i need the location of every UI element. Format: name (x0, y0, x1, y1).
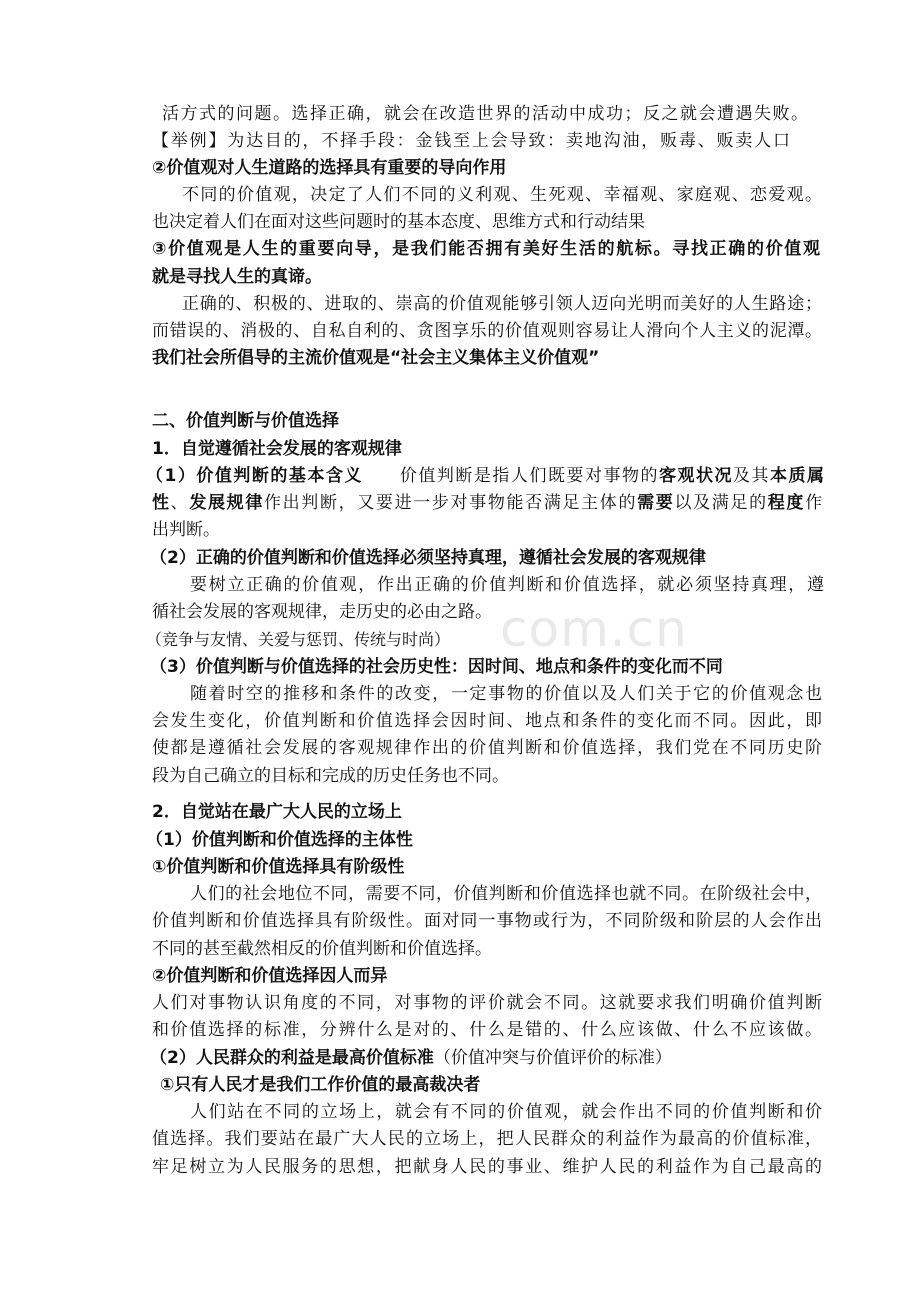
item-heading: （3）价值判断与价值选择的社会历史性：因时间、地点和条件的变化而不同 (150, 657, 723, 677)
subsection-heading: 2．自觉站在最广大人民的立场上 (152, 802, 402, 822)
definition-text: 作 (805, 493, 822, 513)
item-heading-line (150, 1045, 822, 1072)
paragraph-line: 正确的、积极的、进取的、崇高的价值观能够引领人迈向光明而美好的人生路途； (182, 294, 822, 314)
paragraph-line: 也决定着人们在面对这些问题时的基本态度、思维方式和行动结果 (152, 212, 645, 232)
item-note: （价值冲突与价值评价的标准） (433, 1048, 672, 1068)
definition-text: 以及满足的 (674, 493, 768, 513)
paragraph-line: 和价值选择的标准，分辨什么是对的、什么是错的、什么应该做、什么不应该做。 (152, 1020, 822, 1040)
keyword: 性 (152, 493, 171, 513)
emphasis-line: 我们社会所倡导的主流价值观是“社会主义集体主义价值观” (152, 348, 600, 368)
keyword: 发展规律 (189, 493, 264, 513)
keyword: 需要 (637, 493, 675, 513)
point-heading: ②价值观对人生道路的选择具有重要的导向作用 (152, 158, 507, 178)
definition-text: 、 (170, 493, 190, 513)
keyword: 程度 (767, 493, 806, 513)
paragraph-line: 不同的价值观，决定了人们不同的义利观、生死观、幸福观、家庭观、恋爱观。 (182, 185, 822, 205)
paragraph-line: 值选择。我们要站在最广大人民的立场上，把人民群众的利益作为最高的价值标准， (152, 1129, 822, 1149)
point-heading: ①只有人民才是我们工作价值的最高裁决者 (160, 1075, 481, 1095)
paragraph-line: 活方式的问题。选择正确，就会在改造世界的活动中成功；反之就会遭遇失败。 (162, 104, 808, 124)
paragraph-line: 价值判断和价值选择具有阶级性。面对同一事物或行为，不同阶级和阶层的人会作出 (152, 911, 822, 931)
paragraph-line: 循社会发展的客观规律，走历史的必由之路。 (152, 602, 492, 622)
paragraph-line: 会发生变化，价值判断和价值选择会因时间、地点和条件的变化而不同。因此，即 (152, 711, 822, 731)
paragraph-line: 段为自己确立的目标和完成的历史任务也不同。 (152, 766, 509, 786)
paragraph-line: 随着时空的推移和条件的改变，一定事物的价值以及人们关于它的价值观念也 (190, 684, 822, 704)
example-line: 【举例】为达目的，不择手段：金钱至上会导致：卖地沟油，贩毒、贩卖人口 (152, 131, 790, 151)
paragraph-line: 牢足树立为人民服务的思想，把献身人民的事业、维护人民的利益作为自己最高的 (152, 1157, 822, 1177)
point-heading: 就是寻找人生的真谛。 (152, 267, 322, 287)
item-heading: （1）价值判断和价值选择的主体性 (146, 830, 413, 850)
item-heading: （1）价值判断的基本含义 (146, 466, 363, 486)
example-line: （竞争与友情、关爱与惩罚、传统与时尚） (146, 630, 451, 649)
item-heading: （2）人民群众的利益是最高价值标准 (150, 1048, 434, 1068)
keyword: 本质属 (770, 466, 824, 486)
paragraph-line: 使都是遵循社会发展的客观规律作出的价值判断和价值选择，我们党在不同历史阶 (152, 738, 822, 758)
paragraph-line: 人们对事物认识角度的不同，对事物的评价就会不同。这就要求我们明确价值判断 (152, 993, 822, 1013)
point-heading: ①价值判断和价值选择具有阶级性 (152, 857, 405, 877)
point-heading: ③价值观是人生的重要向导，是我们能否拥有美好生活的航标。寻找正确的价值观 (152, 239, 820, 259)
definition-text: 价值判断是指人们既要对事物的 (399, 466, 659, 486)
definition-line (152, 490, 822, 517)
keyword: 客观状况 (658, 466, 734, 486)
subsection-heading: 1．自觉遵循社会发展的客观规律 (152, 439, 402, 459)
paragraph-line: 不同的甚至截然相反的价值判断和价值选择。 (152, 939, 492, 959)
paragraph-line: 出判断。 (152, 520, 220, 540)
definition-text: 作出判断，又要进一步对事物能否满足主体的 (263, 493, 638, 513)
item-heading: （2）正确的价值判断和价值选择必须坚持真理，遵循社会发展的客观规律 (150, 548, 706, 568)
paragraph-line: 要树立正确的价值观，作出正确的价值判断和价值选择，就必须坚持真理，遵 (190, 575, 824, 595)
definition-text: 及其 (733, 466, 771, 486)
paragraph-line: 人们站在不同的立场上，就会有不同的价值观，就会作出不同的价值判断和价 (190, 1102, 822, 1122)
point-heading: ②价值判断和价值选择因人而异 (152, 966, 388, 986)
section-heading: 二、价值判断与价值选择 (152, 411, 339, 431)
definition-line (146, 463, 824, 490)
watermark: com.cn (500, 600, 688, 658)
paragraph-line: 人们的社会地位不同，需要不同，价值判断和价值选择也就不同。在阶级社会中， (190, 884, 822, 904)
paragraph-line: 而错误的、消极的、自私自利的、贪图享乐的价值观则容易让人滑向个人主义的泥潭。 (152, 321, 822, 341)
